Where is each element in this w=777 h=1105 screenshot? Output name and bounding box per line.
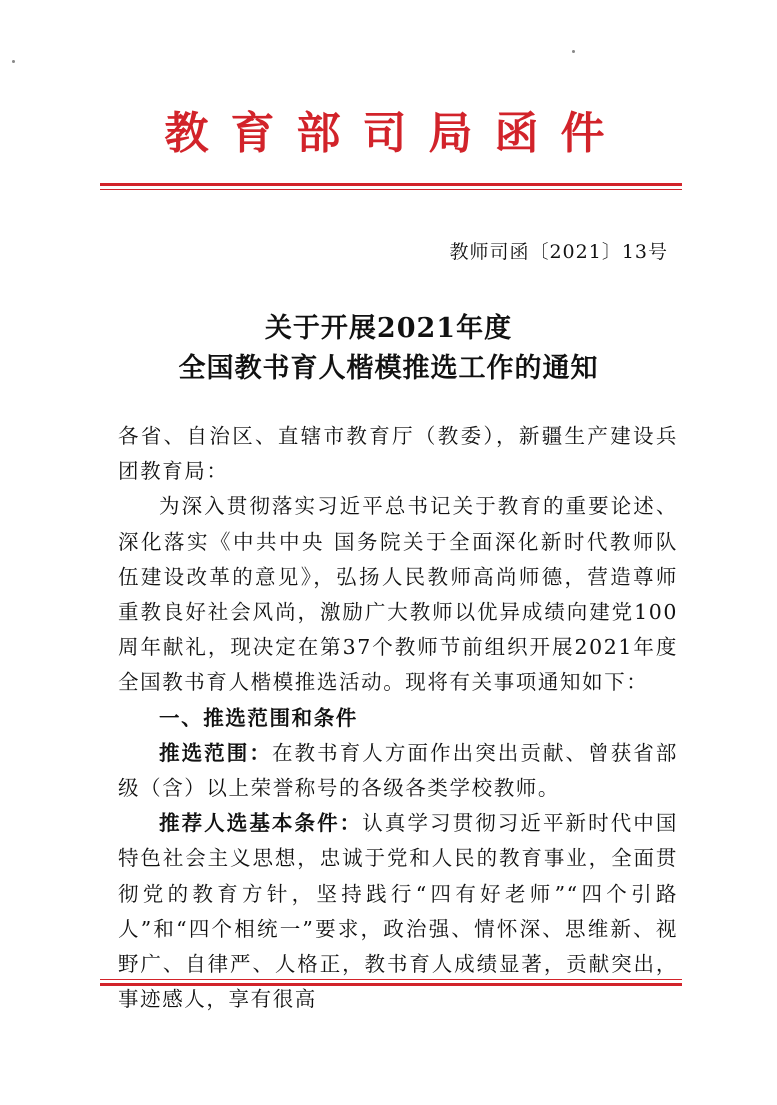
criteria-label: 推荐人选基本条件： [159, 811, 363, 836]
document-number: 教师司函〔2021〕13号 [449, 241, 668, 263]
section-heading: 一、推选范围和条件 [159, 705, 358, 730]
scope-paragraph [118, 736, 678, 806]
scan-speck [12, 60, 15, 63]
letterhead-rule-thin [100, 189, 682, 190]
scope-label: 推选范围： [159, 740, 272, 765]
salutation: 各省、自治区、直辖市教育厅（教委），新疆生产建设兵团教育局： [118, 424, 678, 484]
footer-rule-thin [100, 979, 682, 980]
letterhead-rule-thick [100, 183, 682, 186]
scan-speck [572, 50, 575, 53]
notice-title-line1: 关于开展2021年度 [264, 313, 513, 344]
scope-text: 在教书育人方面作出突出贡献、曾获省部级（含）以上荣誉称号的各级各类学校教师。 [118, 740, 678, 801]
notice-body [118, 419, 678, 1017]
letterhead-title: 教育部司局函件 [164, 108, 627, 159]
criteria-text: 认真学习贯彻习近平新时代中国特色社会主义思想，忠诚于党和人民的教育事业，全面贯彻党的教育方针，坚持践行“四有好老师”“四个引路人”和“四个相统一”要求，政治强、情怀深、思维新、视野广、自律严、人格正，教书育人成绩显著，贡献突出，事迹感人，享有很高 [118, 811, 678, 1012]
footer-rule-thick [100, 983, 682, 986]
intro-paragraph: 为深入贯彻落实习近平总书记关于教育的重要论述、深化落实《中共中央 国务院关于全面深化新时代教师队伍建设改革的意见》，弘扬人民教师高尚师德，营造尊师重教良好社会风尚，激励广大教师以优异成绩向建党100周年献礼，现决定在第37个教师节前组织开展2021年度全国教书育人楷模推选活动。现将有关事项通知如下： [118, 494, 678, 695]
notice-title-line2: 全国教书育人楷模推选工作的通知 [178, 353, 599, 384]
